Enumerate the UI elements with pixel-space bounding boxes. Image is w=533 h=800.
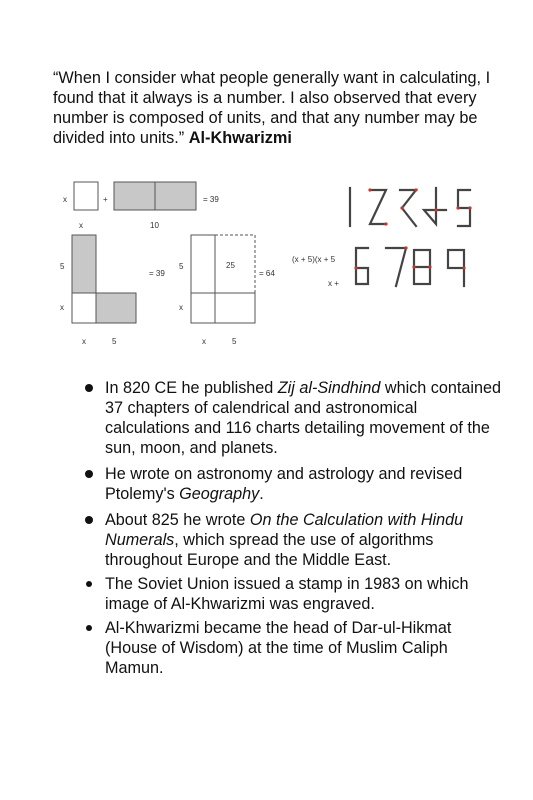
right-x-bottom: x <box>202 337 206 346</box>
right-twentyfive: 25 <box>226 261 235 270</box>
right-five-bottom: 5 <box>232 337 237 346</box>
top-ten: 10 <box>150 221 159 230</box>
algebra-figure <box>52 168 518 352</box>
expr-line-1: (x + 5)(x + 5 <box>292 255 336 264</box>
bullet-dot-icon <box>85 516 93 524</box>
quote-text: “When I consider what people generally want in calculating, I found that it always is a number. I also observed that every number is composed of units, and that any number may be divided into units.” <box>53 69 491 147</box>
list-item: About 825 he wrote On the Calculation with Hindu Numerals, which spread the use of algorithms throughout Europe and the Middle East. <box>84 510 504 570</box>
bullet-dot-icon <box>86 625 92 631</box>
left-x-bottom: x <box>82 337 86 346</box>
top-plus: + <box>103 195 108 204</box>
bullet-dot-icon <box>86 581 92 587</box>
facts-list <box>84 378 504 682</box>
left-x-square <box>72 293 96 323</box>
expr-line-2: x + <box>328 279 339 288</box>
right-five: 5 <box>179 262 184 271</box>
left-vertical-bar <box>72 235 96 293</box>
x-square <box>74 182 98 210</box>
left-five: 5 <box>60 262 65 271</box>
top-x-label: x <box>63 195 67 204</box>
right-x-side: x <box>179 303 183 312</box>
list-item: Al-Khwarizmi became the head of Dar-ul-Hikmat (House of Wisdom) at the time of Muslim Caliph Mamun. <box>84 618 504 678</box>
list-item: In 820 CE he published Zij al-Sindhind which contained 37 chapters of calendrical and astronomical calculations and 116 charts detailing movement of the sun, moon, and planets. <box>84 378 504 458</box>
top-x-under: x <box>79 221 83 230</box>
list-item: He wrote on astronomy and astrology and revised Ptolemy's Geography. <box>84 464 504 504</box>
left-x-side: x <box>60 303 64 312</box>
completing-square-diagram <box>52 168 518 352</box>
quote-author: Al-Khwarizmi <box>188 129 292 147</box>
quote-paragraph <box>53 68 493 148</box>
right-vertical-bar <box>191 235 215 293</box>
bullet-dot-icon <box>85 470 93 478</box>
bullet-dot-icon <box>85 384 93 392</box>
list-item: The Soviet Union issued a stamp in 1983 on which image of Al-Khwarizmi was engraved. <box>84 574 504 614</box>
left-five-bottom: 5 <box>112 337 117 346</box>
top-eq39: = 39 <box>203 195 219 204</box>
left-eq39: = 39 <box>149 269 165 278</box>
right-eq64: = 64 <box>259 269 275 278</box>
left-horizontal-bar <box>96 293 136 323</box>
